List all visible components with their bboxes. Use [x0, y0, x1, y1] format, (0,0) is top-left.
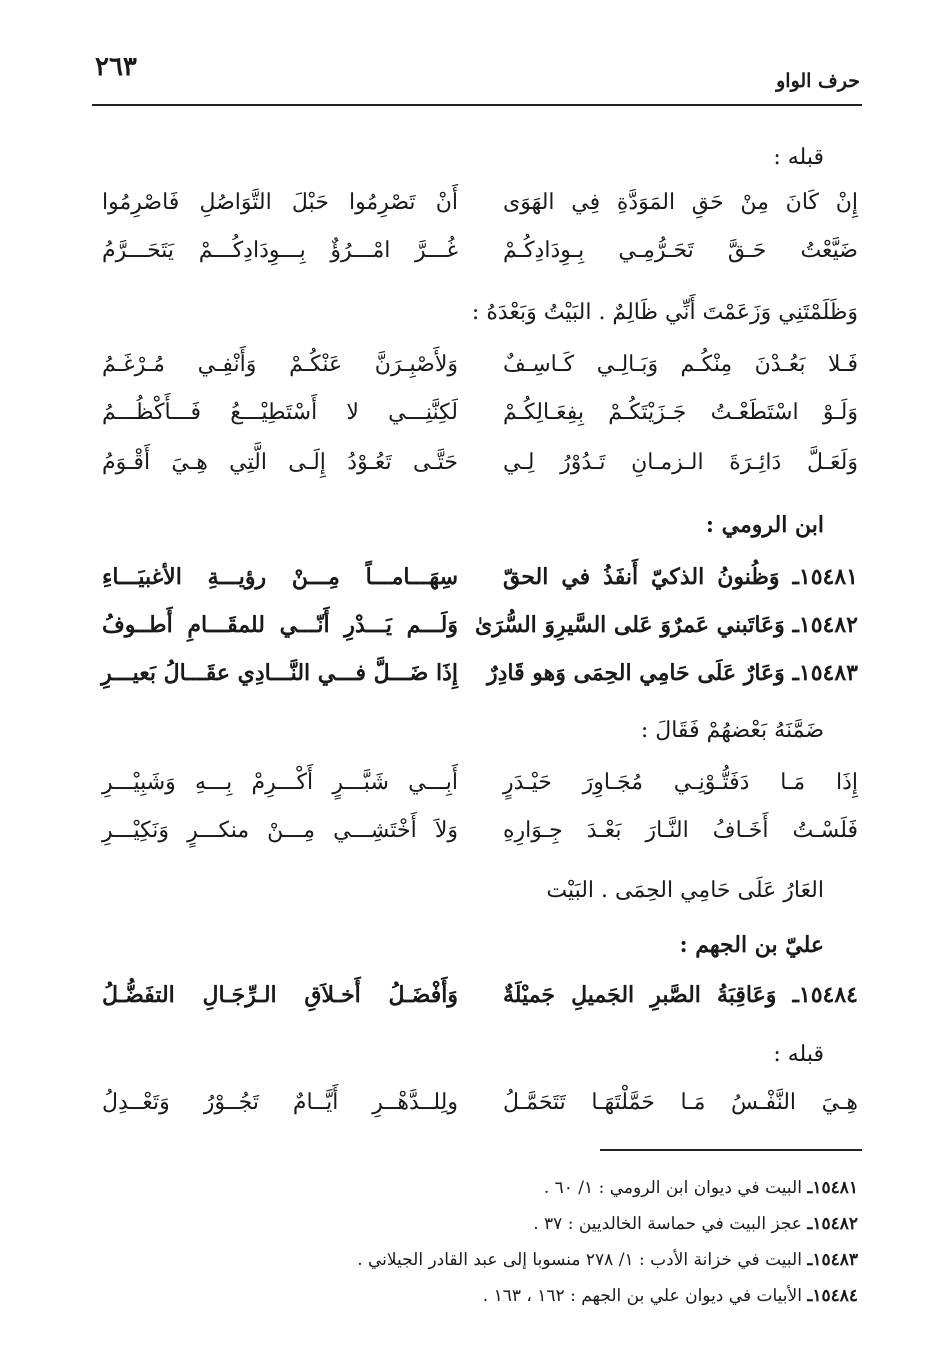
- verse-line: [100, 1090, 858, 1130]
- verse-first-hemistich: ١٥٤٨١ـ وَظُنونُ الذكيّ أَنفَذُ في الحقّ: [503, 564, 858, 590]
- footnote: [483, 1286, 858, 1306]
- verse-line: [100, 564, 858, 604]
- verse-line: [100, 982, 858, 1022]
- verse-second-hemistich: حَتَّـى تَعُـوْدُ إِلَـى الَّتِي هِـيَ أَقْـوَمُ: [102, 450, 458, 475]
- before-label: قبله :: [773, 145, 824, 170]
- verse-first-hemistich: وَلَـوْ اسْتَطَعْـتُ جَـزَيْتَكُـمْ بِفِعَـالِكُـمْ: [503, 400, 858, 425]
- footnote: [357, 1250, 858, 1270]
- verse-second-hemistich: أَبِـــي شَبَّـــرٍ أَكْـــرِمْ بِـــهِ وَشَبِيْـــرِ: [102, 770, 458, 795]
- prose-line: ضَمَّنَهُ بَعْضهُمْ فَقَالَ :: [640, 718, 824, 743]
- footnote-text: البيت في ديوان ابن الرومي : ١/ ٦٠ .: [543, 1178, 802, 1198]
- verse-first-hemistich: هِـيَ النَّفْـسُ مَـا حَمَّلْتَهَـا تَتَحَمَّـلُ: [503, 1090, 858, 1115]
- verse-second-hemistich: إِذَا ضَـــلَّ فـــي النَّـــادِي عقَـــالُ بَعيـــرِ: [101, 660, 458, 686]
- footnote-number: ١٥٤٨٢ـ: [807, 1214, 858, 1234]
- verse-first-hemistich: ١٥٤٨٣ـ وَعَارٌ عَلَى حَامِي الحِمَى وَهو قَادِرٌ: [486, 660, 858, 686]
- before-label: قبله :: [773, 1042, 824, 1067]
- verse-first-hemistich: إِذَا مَـا دَفَتُّـوْنِـي مُجَـاوِرَ حَيْـدَرٍ: [503, 770, 858, 795]
- verse-second-hemistich: وَأَفْضَـلُ أَخـلاَقِ الـرِّجَـالِ التفَضُّـلُ: [102, 982, 458, 1008]
- footnote-number: ١٥٤٨١ـ: [807, 1178, 858, 1198]
- verse-second-hemistich: غُـــرَّ امْـــرُؤٌ بِـــوِدَادِكُـــمْ يَتَحَـــرَّمُ: [102, 238, 458, 263]
- verse-line: [100, 238, 858, 278]
- verse-line: [100, 770, 858, 810]
- verse-line: [100, 612, 858, 652]
- verse-line: [100, 400, 858, 440]
- verse-second-hemistich: لَكِنَّنِـــي لا أَسْتَطِيْـــعُ فَـــأَكْظُـــمُ: [102, 400, 458, 425]
- footnote-number: ١٥٤٨٤ـ: [807, 1286, 858, 1306]
- footnote: [533, 1214, 858, 1234]
- verse-first-hemistich: وَلَعَـلَّ دَائِـرَةَ الـزمـانِ تَـدُوْرُ لِـي: [503, 450, 858, 475]
- verse-first-hemistich: ١٥٤٨٤ـ وَعَاقِبَةُ الصَّبرِ الجَميلِ جَميْلَةٌ: [503, 982, 858, 1008]
- verse-second-hemistich: وَلَـــم يَـــدْرِ أَنّـــي للمقَـــامِ أَطــوفُ: [102, 612, 458, 638]
- footnote-number: ١٥٤٨٣ـ: [807, 1250, 858, 1270]
- verse-line: [100, 352, 858, 392]
- verse-second-hemistich: سِهَـــامـــاً مِـــنْ رؤيـــةِ الأغبيَـــاءِ: [102, 564, 458, 590]
- page-number: ٢٦٣: [95, 52, 137, 82]
- prose-line: وَظَلَمْتَنِي وَزَعَمْتَ أَنِّي ظَالِمٌ . البَيْتُ وَبَعْدَهُ :: [471, 300, 858, 325]
- footnote-text: الأبيات في ديوان علي بن الجهم : ١٦٢ ، ١٦٣ .: [482, 1286, 802, 1306]
- verse-line: [100, 450, 858, 490]
- footnote-text: البيت في خزانة الأدب : ١/ ٢٧٨ منسوبا إلى عبد القادر الجيلاني .: [357, 1250, 802, 1270]
- verse-line: [100, 818, 858, 858]
- footnote: [544, 1178, 858, 1198]
- verse-first-hemistich: ضَيَّعْتُ حَـقَّ تَحَـرُّمِـي بِـوِدَادِكُـمْ: [503, 238, 858, 263]
- footnote-text: عجز البيت في حماسة الخالديين : ٣٧ .: [533, 1214, 802, 1234]
- running-header-title: حرف الواو: [776, 70, 860, 92]
- verse-second-hemistich: ولِلــدَّهْــرِ أَيَّــامٌ تَجُــوْرُ وَتَعْــدِلُ: [102, 1090, 458, 1115]
- verse-line: [100, 190, 858, 230]
- verse-first-hemistich: فَلَسْـتُ أَخَـافُ النَّـارَ بَعْـدَ جِـوَارِهِ: [503, 818, 858, 843]
- header-rule: [92, 104, 862, 106]
- footnote-rule: [600, 1149, 862, 1151]
- verse-second-hemistich: أَنْ تَصْرِمُوا حَبْلَ التَّوَاصُلِ فَاصْرِمُوا: [102, 190, 458, 215]
- prose-line: العَارُ عَلَى حَامِي الحِمَى . البَيْت: [546, 878, 824, 903]
- verse-first-hemistich: فَـلا بَعُـدْنَ مِنْكُـم وَبَـالِـي كَـاسِـفٌ: [503, 352, 858, 377]
- verse-second-hemistich: وَلأَصْبِـرَنَّ عَنْكُـمْ وَأَنْفِـي مُـرْغَـمُ: [102, 352, 458, 377]
- verse-first-hemistich: إِنْ كَانَ مِنْ حَقِ المَوَدَّةِ فِي الهَوَى: [503, 190, 858, 215]
- verse-first-hemistich: ١٥٤٨٢ـ وَعَاتَبني عَمرٌوَ عَلى السَّيرِوَ السُّرَىٰ: [474, 612, 858, 638]
- poet-name: عليّ بن الجهم :: [679, 932, 824, 958]
- verse-line: [100, 660, 858, 700]
- poet-name: ابن الرومي :: [705, 512, 824, 538]
- verse-second-hemistich: وَلاَ أَخْتَشِـــي مِـــنْ منكـــرٍ وَنَكِيْـــرِ: [102, 818, 458, 843]
